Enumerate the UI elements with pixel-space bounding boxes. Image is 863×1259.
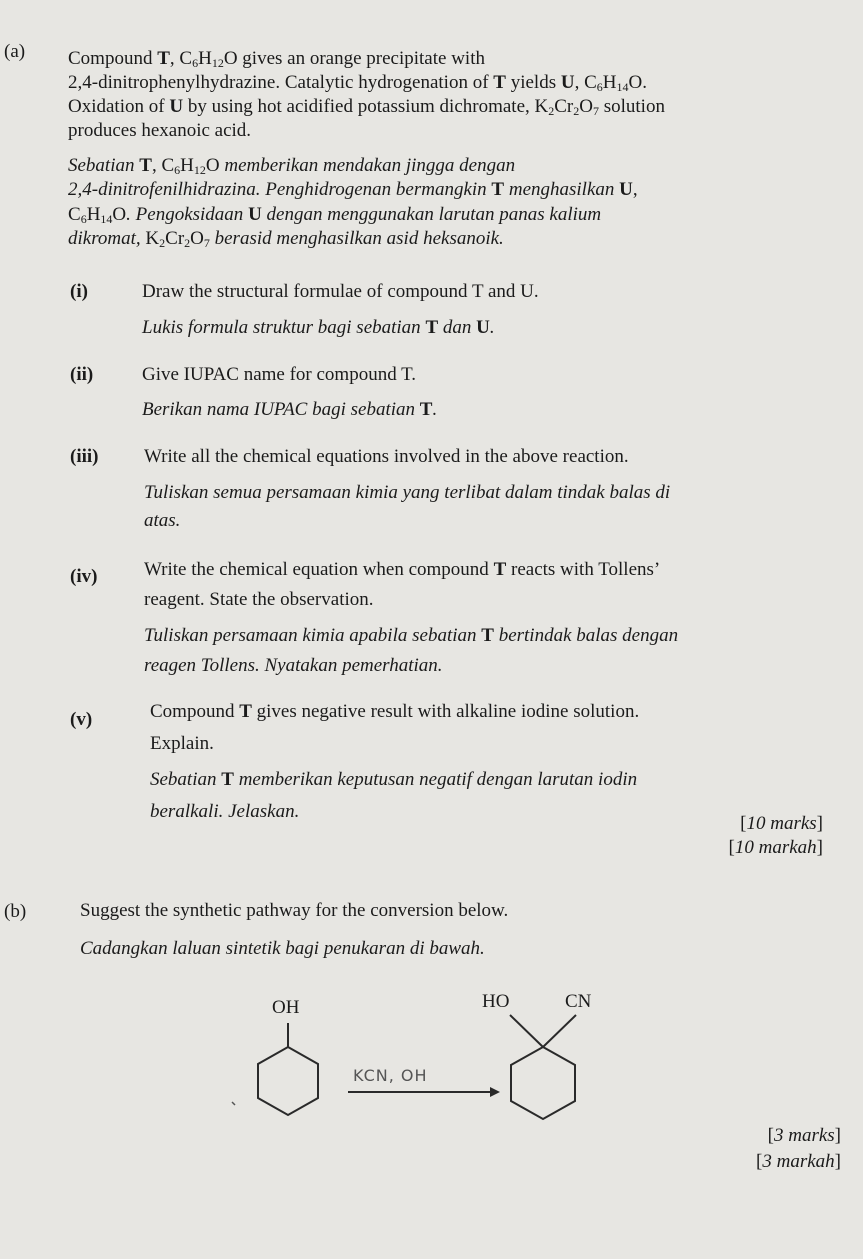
q2-english: Give IUPAC name for compound T.: [142, 364, 417, 385]
q5-english-line2: Explain.: [150, 733, 214, 754]
q5-english-line1: Compound T gives negative result with alkaline iodine solution.: [150, 701, 640, 722]
part-a-my-line4: dikromat, $K_2Cr_2O_7$ berasid menghasilkan asid heksanoik.: [68, 228, 504, 250]
product-cn-label: CN: [565, 991, 592, 1012]
reactant-cyclohexane-ring: [258, 1047, 318, 1115]
part-a-label: (a): [4, 41, 26, 62]
stray-mark: [232, 1102, 235, 1105]
part-b-marks-en: [3 marks]: [767, 1125, 841, 1146]
q1-malay: Lukis formula struktur bagi sebatian T dan U.: [142, 317, 495, 338]
product-oh-bond: [510, 1015, 543, 1047]
q1-number: (i): [70, 281, 88, 302]
product-cyclohexane-ring: [511, 1047, 575, 1119]
part-a-en-line3: Oxidation of U by using hot acidified potassium dichromate, $K_2Cr_2O_7$ solution: [68, 96, 665, 118]
reaction-arrowhead: [490, 1087, 500, 1097]
part-b-marks-my: [3 markah]: [756, 1151, 841, 1172]
part-b-label: (b): [4, 901, 27, 922]
q5-malay-line1: Sebatian T memberikan keputusan negatif dengan larutan iodin: [150, 769, 638, 790]
q4-english-line1: Write the chemical equation when compound T reacts with Tollens’: [144, 559, 661, 580]
part-b-malay: Cadangkan laluan sintetik bagi penukaran di bawah.: [80, 938, 485, 959]
q3-english: Write all the chemical equations involved in the above reaction.: [144, 446, 629, 467]
part-a-my-line3: $C_6H_{14}O$. Pengoksidaan U dengan menggunakan larutan panas kalium: [68, 204, 602, 226]
part-a-en-line2: 2,4-dinitrophenylhydrazine. Catalytic hydrogenation of T yields U, $C_6H_{14}O$.: [68, 72, 647, 94]
q4-malay-line1: Tuliskan persamaan kimia apabila sebatian T bertindak balas dengan: [144, 625, 679, 646]
q4-english-line2: reagent. State the observation.: [144, 589, 374, 610]
part-a-en-line4: produces hexanoic acid.: [68, 120, 252, 141]
part-a-my-line1: Sebatian T, $C_6H_{12}O$ memberikan mendakan jingga dengan: [68, 155, 516, 177]
reactant-oh-label: OH: [272, 997, 300, 1018]
q1-english: Draw the structural formulae of compound T and U.: [142, 281, 539, 302]
part-b-english: Suggest the synthetic pathway for the conversion below.: [80, 900, 509, 921]
q3-number: (iii): [70, 446, 99, 467]
part-a-en-line1: Compound T, $C_6H_{12}O$ gives an orange precipitate with: [68, 48, 485, 70]
handwritten-reagent: KCN, OH: [353, 1066, 428, 1085]
product-ho-label: HO: [482, 991, 510, 1012]
part-a-marks-en: [10 marks]: [740, 813, 823, 834]
q4-number: (iv): [70, 566, 98, 587]
part-a-my-line2: 2,4-dinitrofenilhidrazina. Penghidrogenan bermangkin T menghasilkan U,: [68, 179, 638, 200]
reaction-scheme: [220, 985, 620, 1145]
q3-malay-line2: atas.: [144, 510, 181, 531]
q5-malay-line2: beralkali. Jelaskan.: [150, 801, 300, 822]
part-a-marks-my: [10 markah]: [728, 837, 823, 858]
q2-malay: Berikan nama IUPAC bagi sebatian T.: [142, 399, 438, 420]
q3-malay-line1: Tuliskan semua persamaan kimia yang terlibat dalam tindak balas di: [144, 482, 671, 503]
product-cn-bond: [543, 1015, 576, 1047]
q2-number: (ii): [70, 364, 94, 385]
q4-malay-line2: reagen Tollens. Nyatakan pemerhatian.: [144, 655, 443, 676]
q5-number: (v): [70, 709, 93, 730]
